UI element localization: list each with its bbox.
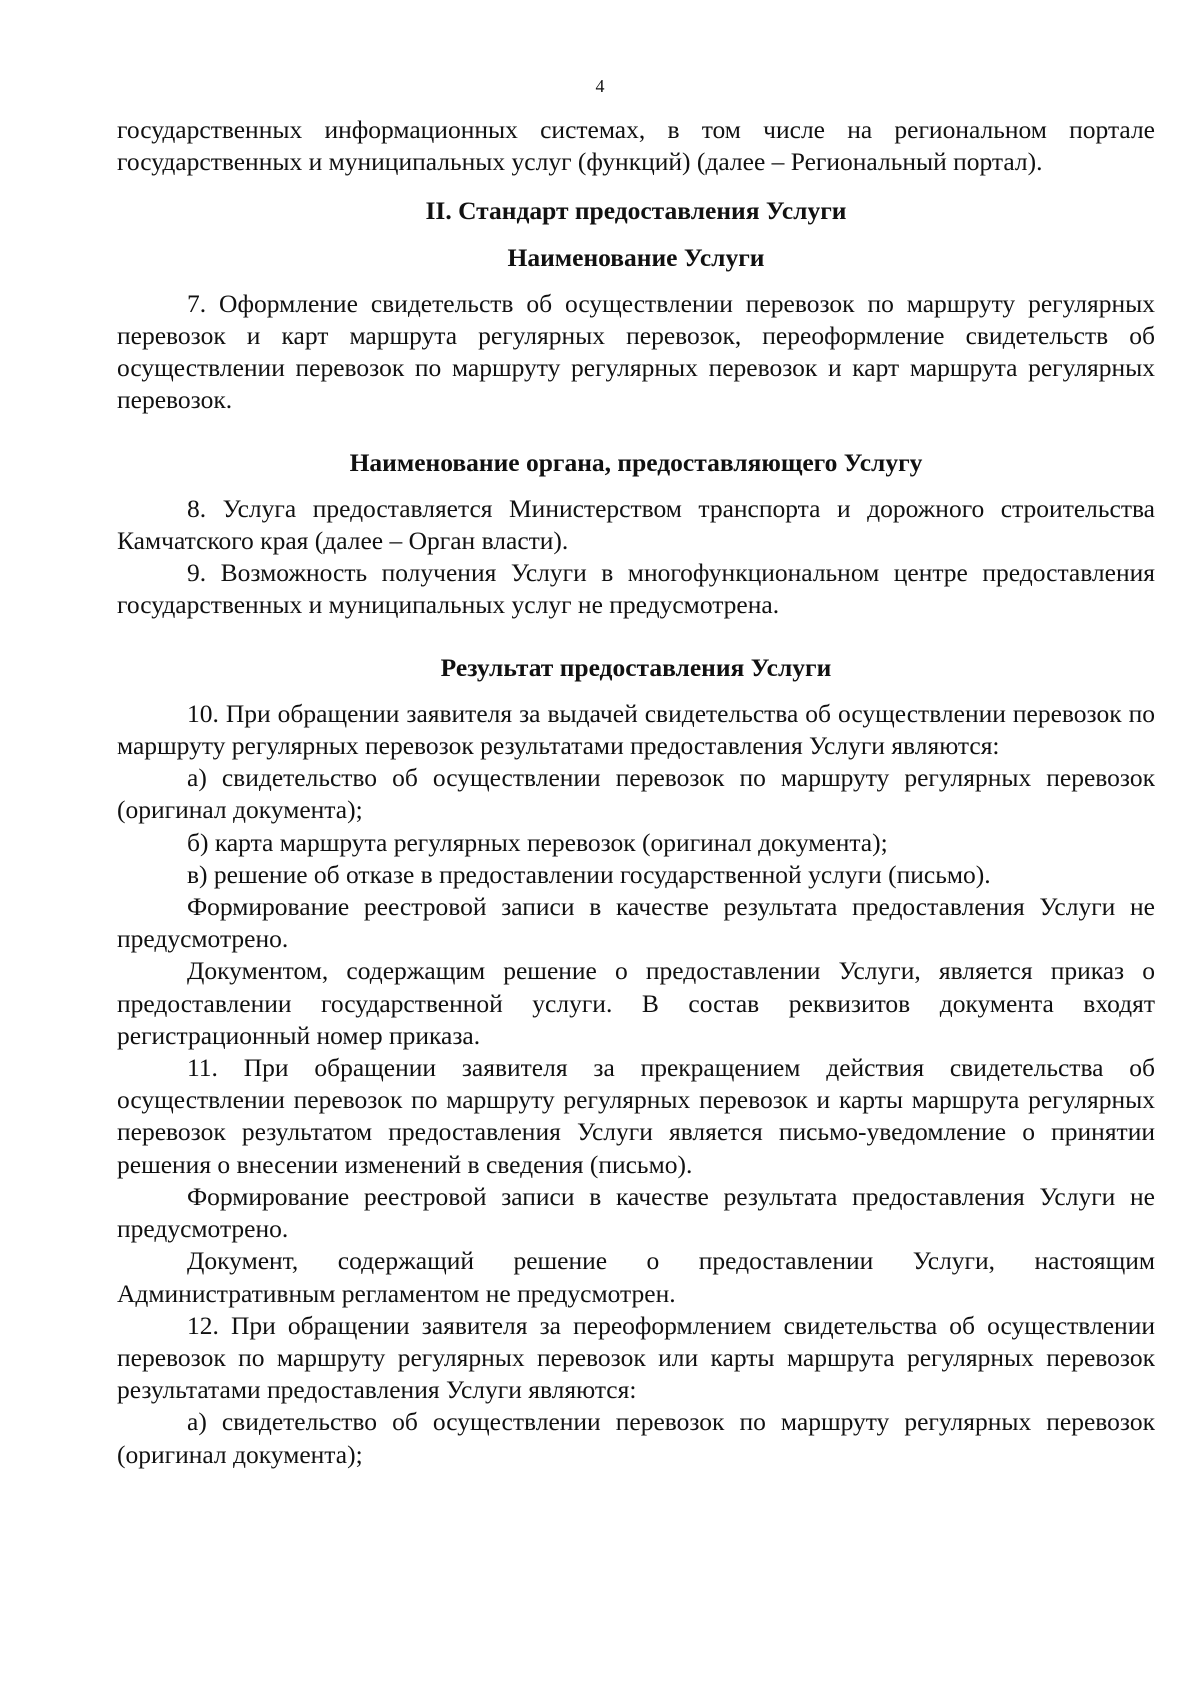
subsection-heading-service-name: Наименование Услуги — [507, 242, 765, 272]
subsection-heading-authority: Наименование органа, предоставляющего Услугу — [349, 447, 923, 477]
paragraph-registry-note-2: Формирование реестровой записи в качестве результата предоставления Услуги не предусмотрено. — [117, 1181, 1155, 1244]
paragraph-10-item-c: в) решение об отказе в предоставлении государственной услуги (письмо). — [187, 859, 991, 889]
paragraph-12-item-a: а) свидетельство об осуществлении перевозок по маршруту регулярных перевозок (оригинал документа); — [117, 1407, 1155, 1469]
paragraph-10: 10. При обращении заявителя за выдачей свидетельства об осуществлении перевозок по маршруту регулярных перевозок результатами предоставления Услуги являются: — [117, 698, 1155, 761]
paragraph-10-item-b: б) карта маршрута регулярных перевозок (оригинал документа); — [187, 827, 888, 857]
paragraph-9: 9. Возможность получения Услуги в многофункциональном центре предоставления государственных и муниципальных услуг не предусмотрена. — [117, 558, 1155, 620]
document-body — [117, 114, 1155, 1471]
subsection-heading-result: Результат предоставления Услуги — [440, 652, 832, 682]
paragraph-12: 12. При обращении заявителя за переоформлением свидетельства об осуществлении перевозок по маршруту регулярных перевозок или карты маршрута регулярных перевозок результатами предоставления Услуги являются: — [117, 1310, 1155, 1405]
paragraph-registry-note-1: Формирование реестровой записи в качестве результата предоставления Услуги не предусмотрено. — [117, 892, 1155, 954]
paragraph-10-item-a: а) свидетельство об осуществлении перевозок по маршруту регулярных перевозок (оригинал документа); — [117, 763, 1155, 825]
paragraph-decision-document-2: Документ, содержащий решение о предоставлении Услуги, настоящим Административным регламентом не предусмотрен. — [117, 1246, 1155, 1308]
section-title: II. Стандарт предоставления Услуги — [425, 196, 847, 226]
paragraph-7: 7. Оформление свидетельств об осуществлении перевозок по маршруту регулярных перевозок и карт маршрута регулярных перевозок, переоформление свидетельств об осуществлении перевозок по маршруту регулярных перевозок и карт маршрута регулярных перевозок. — [117, 288, 1155, 415]
paragraph-8: 8. Услуга предоставляется Министерством транспорта и дорожного строительства Камчатского края (далее – Орган власти). — [117, 493, 1155, 556]
page-number: 4 — [595, 76, 605, 96]
paragraph-decision-document-1: Документом, содержащим решение о предоставлении Услуги, является приказ о предоставлении государственной услуги. В состав реквизитов документа входят регистрационный номер приказа. — [117, 956, 1155, 1050]
paragraph-11: 11. При обращении заявителя за прекращением действия свидетельства об осуществлении перевозок по маршруту регулярных перевозок и карты маршрута регулярных перевозок результатом предоставления Услуги является письмо-уведомление о принятии решения о внесении изменений в сведения (письмо). — [117, 1053, 1155, 1179]
intro-paragraph: государственных информационных системах, в том числе на региональном портале государственных и муниципальных услуг (функций) (далее – Региональный портал). — [117, 115, 1155, 177]
